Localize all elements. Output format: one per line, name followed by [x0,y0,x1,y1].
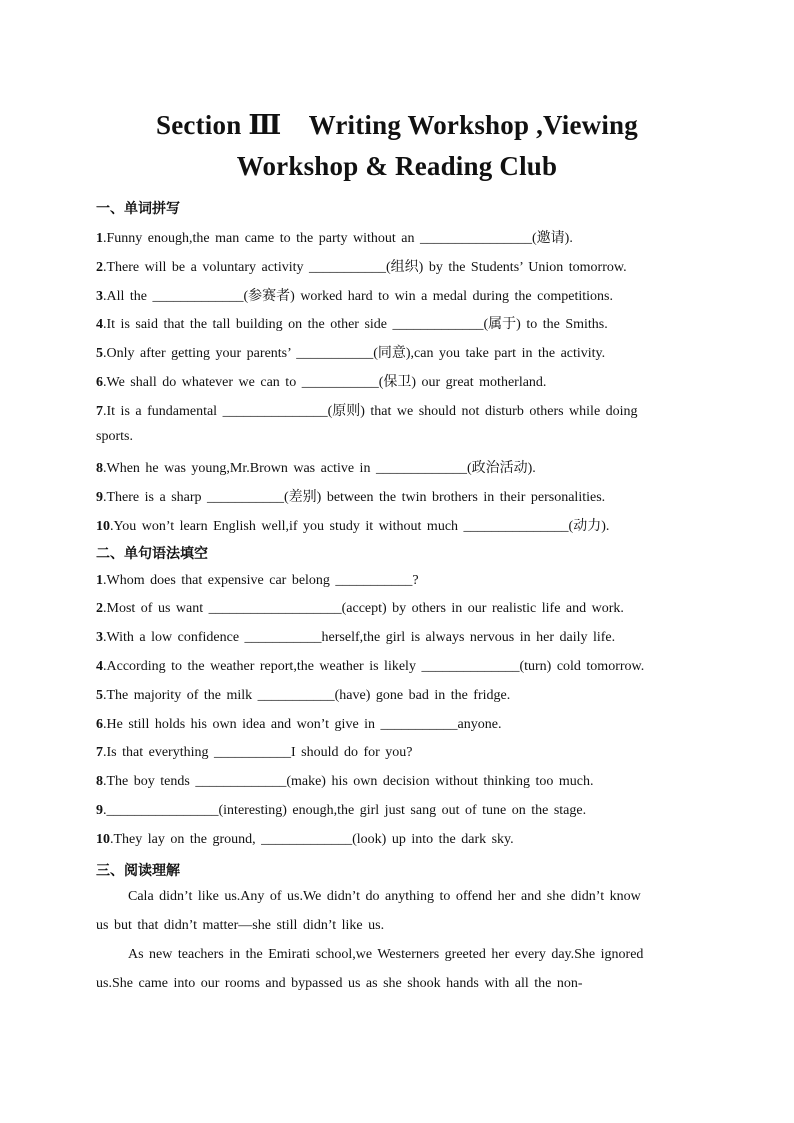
item-number: 4 [96,317,103,332]
item-number: 6 [96,375,103,390]
passage-line: Cala didn’t like us.Any of us.We didn’t do anything to offend her and she didn’t know [128,889,641,904]
item-number: 6 [96,717,103,732]
item-number: 9 [96,490,103,505]
item-text: .Is that everything ___________I should do for you? [103,745,413,760]
item-text: sports. [96,429,133,444]
exercise-line [96,342,706,362]
exercise-line [96,717,706,733]
item-number: 5 [96,346,103,361]
item-text: .When he was young,Mr.Brown was active in _____________(政治活动). [103,461,536,476]
passage-line: us but that didn’t matter—she still didn’t like us. [96,918,385,933]
item-number: 8 [96,774,103,789]
item-number: 3 [96,289,103,304]
exercise-line [96,313,706,333]
exercise-line [96,601,706,617]
exercise-line [96,659,706,675]
item-number: 9 [96,803,103,818]
item-text: .________________(interesting) enough,the girl just sang out of tune on the stage. [103,803,587,818]
item-text: .He still holds his own idea and won’t give in ___________anyone. [103,717,502,732]
item-text: .The majority of the milk ___________(have) gone bad in the fridge. [103,688,511,703]
item-text: .It is said that the tall building on the other side _____________(属于) to the Smiths. [103,317,608,332]
item-text: .You won’t learn English well,if you study it without much _______________(动力). [110,519,610,534]
exercise-line [96,371,706,391]
item-number: 1 [96,231,103,246]
item-text: .All the _____________(参赛者) worked hard to win a medal during the competitions. [103,289,613,304]
exercise-line [96,227,706,247]
exercise-line [96,285,706,305]
item-text: .Most of us want ___________________(accept) by others in our realistic life and work. [103,601,624,616]
item-text: .It is a fundamental _______________(原则) that we should not disturb others while doing [103,404,638,419]
item-number: 4 [96,659,103,674]
exercise-line [96,515,706,535]
item-text: .They lay on the ground, _____________(look) up into the dark sky. [110,832,514,847]
item-number: 10 [96,519,110,534]
exercise-line [96,486,706,506]
item-number: 3 [96,630,103,645]
item-number: 8 [96,461,103,476]
exercise-line [96,630,706,646]
item-number: 7 [96,404,103,419]
item-text: .According to the weather report,the weather is likely ______________(turn) cold tomorrow. [103,659,645,674]
item-number: 2 [96,260,103,275]
item-text: .Whom does that expensive car belong ___________? [103,573,419,588]
item-text: .Only after getting your parents’ ___________(同意),can you take part in the activity. [103,346,606,361]
exercise-line [96,429,706,445]
page-title-line-2: Workshop & Reading Club [236,151,558,181]
exercise-line [96,400,706,420]
item-number: 1 [96,573,103,588]
section-heading-spelling: 一、单词拼写 [96,201,180,217]
item-text: .We shall do whatever we can to ___________(保卫) our great motherland. [103,375,547,390]
item-number: 2 [96,601,103,616]
exercise-line [96,803,706,819]
item-text: .Funny enough,the man came to the party without an ________________(邀请). [103,231,573,246]
item-number: 10 [96,832,110,847]
exercise-line [96,745,706,761]
exercise-line [96,573,706,589]
item-number: 5 [96,688,103,703]
item-text: .There is a sharp ___________(差别) between the twin brothers in their personalities. [103,490,606,505]
item-number: 7 [96,745,103,760]
page-title-line-1: Section Ⅲ Writing Workshop ,Viewing [156,110,638,140]
exercise-line [96,256,706,276]
item-text: .The boy tends _____________(make) his own decision without thinking too much. [103,774,594,789]
passage-line: As new teachers in the Emirati school,we Westerners greeted her every day.She ignored [128,947,644,962]
section-heading-grammar: 二、单句语法填空 [96,546,208,562]
exercise-line [96,457,706,477]
exercise-line [96,688,706,704]
exercise-line [96,832,706,848]
item-text: .There will be a voluntary activity ___________(组织) by the Students’ Union tomorrow. [103,260,627,275]
exercise-line [96,774,706,790]
section-heading-reading: 三、阅读理解 [96,863,180,879]
item-text: .With a low confidence ___________herself,the girl is always nervous in her daily life. [103,630,616,645]
passage-line: us.She came into our rooms and bypassed us as she shook hands with all the non- [96,976,583,991]
